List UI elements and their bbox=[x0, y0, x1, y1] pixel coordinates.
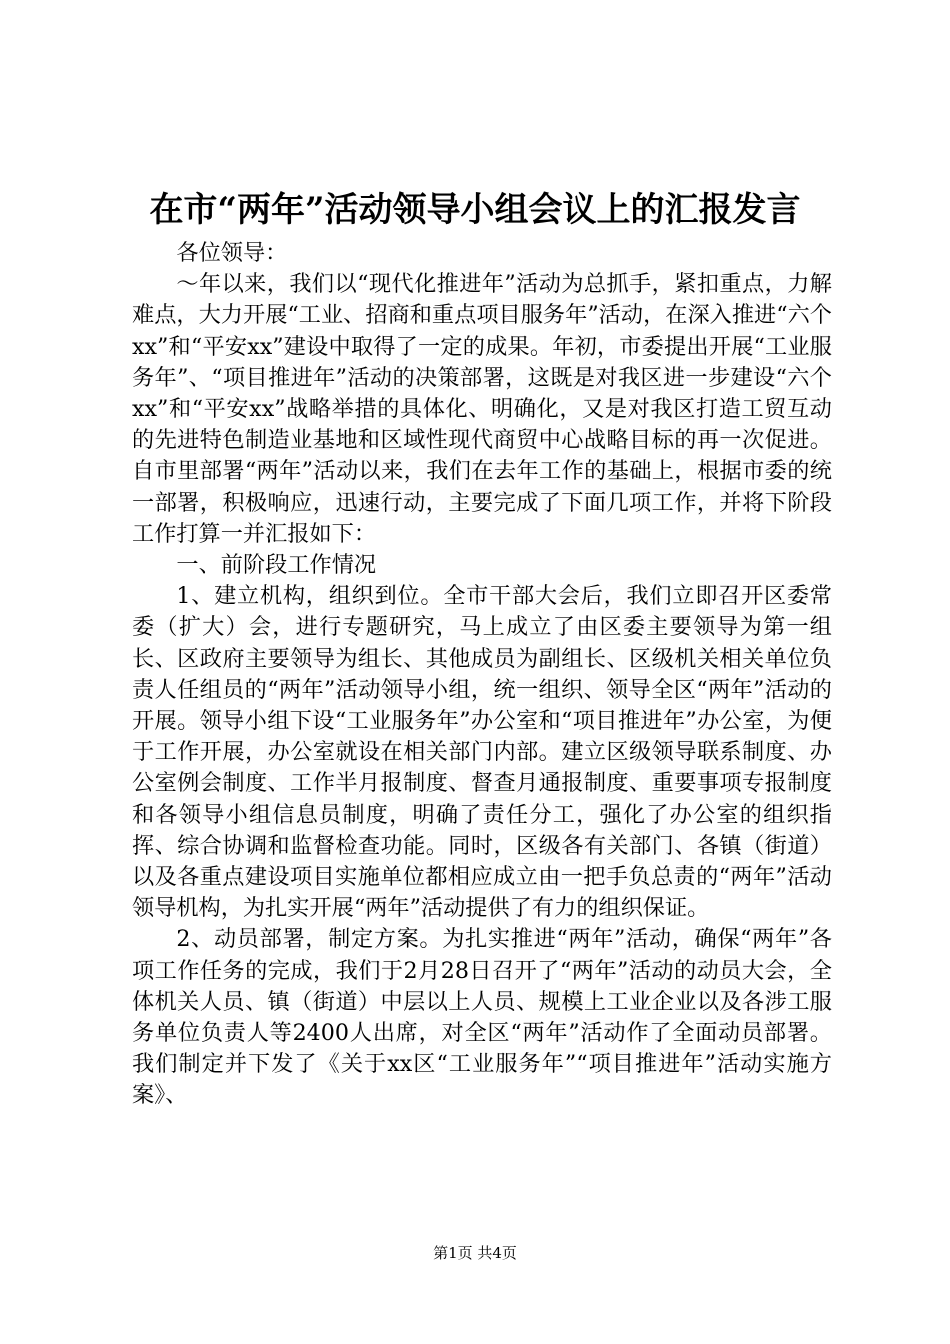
document-title: 在市“两年”活动领导小组会议上的汇报发言 bbox=[149, 190, 801, 230]
item-2-paragraph: 2、动员部署，制定方案。为扎实推进“两年”活动，确保“两年”各项工作任务的完成，我们于2月28日召开了“两年”活动的动员大会，全体机关人员、镇（街道）中层以上人员、规模上工业企业以及各涉工服务单位负责人等2400人出席，对全区“两年”活动作了全面动员部署。我们制定并下发了《关于xx区“工业服务年”“项目推进年”活动实施方案》、 bbox=[132, 926, 832, 1109]
salutation-paragraph: 各位领导： bbox=[176, 240, 288, 266]
section-heading: 一、前阶段工作情况 bbox=[176, 552, 377, 579]
item-1-paragraph: 1、建立机构，组织到位。全市干部大会后，我们立即召开区委常委（扩大）会，进行专题研究，马上成立了由区委主要领导为第一组长、区政府主要领导为组长、其他成员为副组长、区级机关相关单位负责人任组员的“两年”活动领导小组，统一组织、领导全区“两年”活动的开展。领导小组下设“工业服务年”办公室和“项目推进年”办公室，为便于工作开展，办公室就设在相关部门内部。建立区级领导联系制度、办公室例会制度、工作半月报制度、督查月通报制度、重要事项专报制度和各领导小组信息员制度，明确了责任分工，强化了办公室的组织指挥、综合协调和监督检查功能。同时，区级各有关部门、各镇（街道）以及各重点建设项目实施单位都相应成立由一把手负总责的“两年”活动领导机构，为扎实开展“两年”活动提供了有力的组织保证。 bbox=[132, 583, 832, 922]
intro-paragraph: ～年以来，我们以“现代化推进年”活动为总抓手，紧扣重点，力解难点，大力开展“工业、招商和重点项目服务年”活动，在深入推进“六个xx”和“平安xx”建设中取得了一定的成果。年初，市委提出开展“工业服务年”、“项目推进年”活动的决策部署，这既是对我区进一步建设“六个xx”和“平安xx”战略举措的具体化、明确化，又是对我区打造工贸互动的先进特色制造业基地和区域性现代商贸中心战略目标的再一次促进。自市里部署“两年”活动以来，我们在去年工作的基础上，根据市委的统一部署，积极响应，迅速行动，主要完成了下面几项工作，并将下阶段工作打算一并汇报如下： bbox=[132, 271, 832, 547]
document-body bbox=[132, 238, 832, 1112]
page-number-footer: 第1页 共4页 bbox=[433, 1244, 517, 1262]
